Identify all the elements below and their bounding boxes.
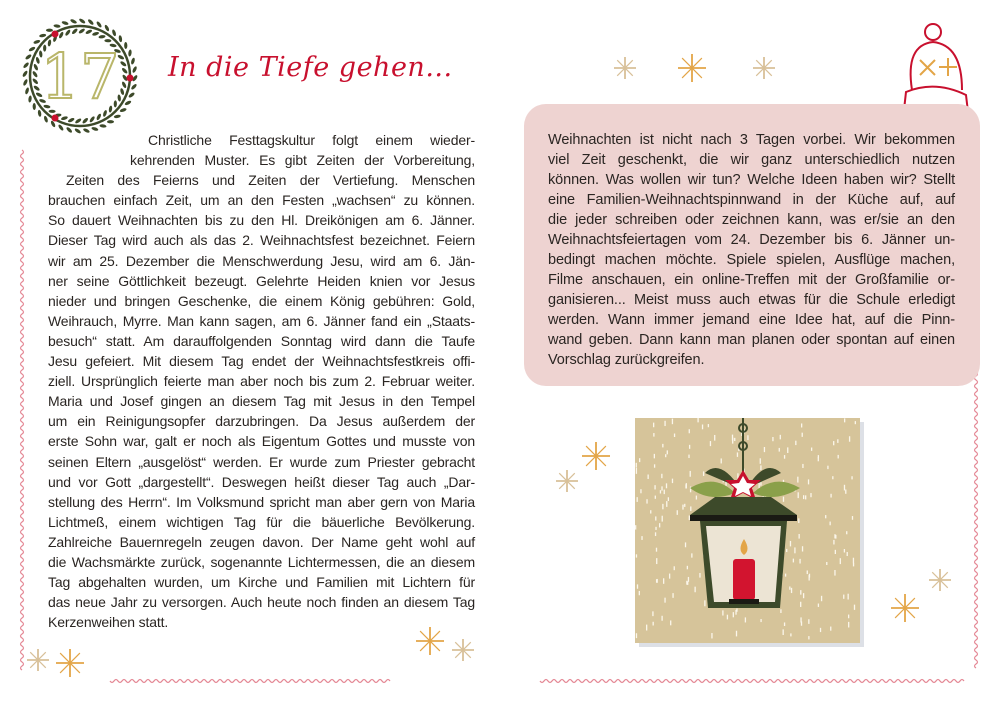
snow-dash xyxy=(790,633,791,636)
text-line: eine Familien-Weihnachtspinnwand in der Küche auf, auf xyxy=(548,192,955,208)
snow-dash xyxy=(794,547,795,553)
star-icon xyxy=(614,57,636,79)
snow-dash xyxy=(764,447,765,452)
snow-dash xyxy=(798,492,799,498)
snow-dash xyxy=(736,608,737,611)
snow-dash xyxy=(636,554,637,557)
snow-dash xyxy=(667,450,668,454)
text-line: brauchen einfach Zeit, um an den Festen „wachsen“ zu können. xyxy=(48,192,475,209)
wreath-leaf xyxy=(82,117,89,124)
text-line: Dieser Tag wird auch als das 2. Weihnachtsfest bezeichnet. Feiern xyxy=(48,232,475,249)
wreath-leaf xyxy=(120,88,125,96)
snow-dash xyxy=(684,504,685,507)
snow-dash xyxy=(838,455,839,459)
text-line: Weihnachten ist nicht nach 3 Tagen vorbei. Wir bekommen xyxy=(548,132,955,148)
snow-dash xyxy=(685,484,686,488)
snow-dash xyxy=(687,566,688,569)
chapter-title: In die Tiefe gehen... xyxy=(168,52,453,83)
wreath-leaf xyxy=(92,31,100,36)
snow-dash xyxy=(844,418,845,422)
wreath-leaf xyxy=(25,87,30,95)
snow-dash xyxy=(811,448,812,451)
wreath-berry xyxy=(52,31,59,38)
snow-dash xyxy=(710,441,711,446)
wreath-leaf xyxy=(130,57,135,65)
wreath-leaf xyxy=(67,117,75,123)
snow-dash xyxy=(689,445,690,449)
snow-dash xyxy=(702,424,703,429)
wreath-berry xyxy=(52,115,59,122)
snow-dash xyxy=(721,458,722,463)
text-line: Lichtmeß, einem wichtigen Tag für die bäuerliche Bevölkerung. xyxy=(48,513,475,530)
wreath-leaf xyxy=(61,116,69,121)
snow-dash xyxy=(666,501,667,507)
snow-dash xyxy=(786,549,787,552)
snow-dash xyxy=(734,438,735,441)
wreath-leaf xyxy=(58,31,64,39)
snow-dash xyxy=(801,423,802,427)
text-line: kehrenden Muster. Es gibt Zeiten der Vorbereitung, xyxy=(130,152,475,169)
snow-dash xyxy=(662,444,663,448)
snow-dash xyxy=(800,590,801,595)
snow-dash xyxy=(818,604,819,607)
snow-dash xyxy=(830,494,831,498)
snow-dash xyxy=(826,562,827,565)
snow-dash xyxy=(672,593,673,598)
wreath-leaf xyxy=(114,114,121,118)
snow-dash xyxy=(833,441,834,445)
text-line: Vorschlag zurückgreifen. xyxy=(548,352,705,368)
text-line: können. Was wollen wir tun? Welche Ideen haben wir? Stellt xyxy=(548,172,955,188)
wreath-leaf xyxy=(128,92,136,99)
snow-dash xyxy=(760,465,761,470)
wavy-border-bottom-right xyxy=(540,680,964,683)
wreath-berry xyxy=(127,75,134,82)
snow-dash xyxy=(760,458,761,464)
snow-dash xyxy=(779,448,780,452)
text-line: erste Sohn war, galt er noch als Eigentum Gottes und musste von xyxy=(48,433,475,450)
snow-dash xyxy=(661,616,662,621)
snow-dash xyxy=(808,636,809,639)
text-line: Jesu gefeiert. Mit diesem Tag endet der Weihnachtsfestkreis offi- xyxy=(48,353,475,370)
snow-dash xyxy=(835,535,836,539)
snow-dash xyxy=(830,627,831,631)
star-icon xyxy=(27,649,49,671)
snow-dash xyxy=(810,493,811,497)
snow-dash xyxy=(843,595,844,599)
text-line: das neue Jahr zu versorgen. Auch heute noch finden an diesem Tag xyxy=(48,594,475,611)
text-line: wand geben. Dann kann man planen oder spontan auf einen xyxy=(548,332,955,348)
snow-dash xyxy=(637,497,638,502)
snow-dash xyxy=(825,515,826,518)
snow-dash xyxy=(803,593,804,598)
text-line: Tag abgehalten wurden, um Kirche und Familien mit Lichtern für xyxy=(48,574,475,591)
snow-dash xyxy=(685,542,686,547)
snow-dash xyxy=(654,454,655,458)
wreath-leaf xyxy=(96,113,102,121)
text-line: seinen Eltern „ausgelöst“ werden. Er wurde zum Priester gebracht xyxy=(48,453,475,470)
snow-dash xyxy=(852,516,853,520)
snow-dash xyxy=(657,579,658,583)
snow-dash xyxy=(655,527,656,530)
snow-dash xyxy=(686,581,687,585)
snow-dash xyxy=(785,574,786,577)
snow-dash xyxy=(854,605,855,610)
snow-dash xyxy=(855,421,856,424)
snow-dash xyxy=(847,552,848,556)
snow-dash xyxy=(662,516,663,522)
snow-dash xyxy=(795,441,796,445)
wreath-leaf xyxy=(71,28,78,35)
snow-dash xyxy=(664,490,665,495)
snow-dash xyxy=(656,548,657,552)
snow-dash xyxy=(784,622,785,626)
text-line: So dauert Weihnachten bis zu den Hl. Dreikönigen am 6. Jänner. xyxy=(48,212,475,229)
snow-dash xyxy=(793,559,794,563)
text-line: Zahlreiche Bauernregeln zeugen davon. Der Name geht wohl auf xyxy=(48,533,475,550)
snow-dash xyxy=(660,490,661,493)
text-line: und vor Gott „dargestellt“. Deswegen heißt dieser Tag auch „Dar- xyxy=(48,473,475,490)
wreath-leaf xyxy=(120,60,128,67)
snow-dash xyxy=(848,594,849,600)
wreath-leaf xyxy=(121,81,127,89)
text-line: Weihnachtsfeiertagen vom 24. Dezember bis 6. Jänner un- xyxy=(548,232,955,248)
text-line: werden. Wann immer jemand eine Idee hat, auf die Pinn- xyxy=(548,312,955,328)
wreath-leaf xyxy=(85,29,93,35)
snow-dash xyxy=(787,447,788,453)
snow-dash xyxy=(635,525,636,529)
snow-dash xyxy=(805,495,806,499)
snow-dash xyxy=(659,523,660,527)
snow-dash xyxy=(714,435,715,441)
snow-dash xyxy=(791,588,792,593)
star-icon xyxy=(929,569,951,591)
snow-dash xyxy=(646,499,647,503)
snow-dash xyxy=(674,434,675,437)
snow-dash xyxy=(834,570,835,576)
snow-dash xyxy=(827,466,828,469)
snow-dash xyxy=(664,598,665,603)
snow-dash xyxy=(711,633,712,638)
wreath-leaf xyxy=(33,85,41,92)
snow-dash xyxy=(818,457,819,461)
snow-dash xyxy=(655,532,656,536)
snow-dash xyxy=(798,534,799,539)
snow-dash xyxy=(653,622,654,626)
wreath-leaf xyxy=(111,29,116,37)
snow-dash xyxy=(837,439,838,443)
wreath-leaf xyxy=(132,66,138,74)
snow-dash xyxy=(694,587,695,593)
snow-dash xyxy=(849,436,850,441)
wreath-leaf xyxy=(70,18,78,24)
wreath-leaf xyxy=(22,79,28,87)
snow-dash xyxy=(636,463,637,468)
snow-dash xyxy=(653,433,654,437)
wreath-leaf xyxy=(89,116,96,124)
wreath-leaf xyxy=(87,18,94,25)
snow-dash xyxy=(844,485,845,491)
text-line: Zeiten des Feierns und Zeiten der Vertiefung. Menschen xyxy=(66,172,475,189)
snow-dash xyxy=(672,479,673,483)
text-line: ner seine Göttlichkeit bezeugt. Gelehrte Heiden knien vor Jesus xyxy=(48,272,475,289)
snow-dash xyxy=(650,510,651,513)
wreath-leaf xyxy=(78,28,86,35)
star-icon xyxy=(678,54,706,82)
star-icon xyxy=(56,649,84,677)
snow-dash xyxy=(655,496,656,499)
snow-dash xyxy=(780,609,781,613)
snow-dash xyxy=(845,489,846,493)
snow-dash xyxy=(733,612,734,617)
star-icon xyxy=(556,470,578,492)
snow-dash xyxy=(747,435,748,440)
star-icon xyxy=(582,442,610,470)
snow-dash xyxy=(783,629,784,635)
snow-dash xyxy=(760,619,761,622)
snow-dash xyxy=(639,458,640,462)
snow-dash xyxy=(820,628,821,632)
wreath-leaf xyxy=(64,29,71,37)
snow-dash xyxy=(783,497,784,502)
snow-dash xyxy=(636,633,637,638)
snow-dash xyxy=(688,455,689,458)
text-line: Christliche Festtagskultur folgt einem wieder- xyxy=(148,132,475,148)
snow-dash xyxy=(784,455,785,459)
text-line: die jeder schreiben oder zeichnen kann, was er/sie an den xyxy=(548,212,955,228)
snow-dash xyxy=(809,575,810,581)
wreath-leaf xyxy=(124,42,127,49)
snow-dash xyxy=(689,516,690,521)
wreath-leaf xyxy=(22,62,29,69)
snow-dash xyxy=(703,471,704,476)
wreath-leaf xyxy=(43,115,48,123)
snow-dash xyxy=(732,435,733,441)
wreath-leaf xyxy=(130,83,137,90)
snow-dash xyxy=(666,483,667,488)
snow-dash xyxy=(851,476,852,479)
snow-dash xyxy=(790,541,791,546)
snow-dash xyxy=(690,506,691,511)
wreath-leaf xyxy=(98,35,105,39)
snow-dash xyxy=(722,610,723,615)
snow-dash xyxy=(737,452,738,456)
snow-dash xyxy=(789,586,790,589)
snow-dash xyxy=(800,602,801,607)
snow-dash xyxy=(682,505,683,510)
snow-dash xyxy=(833,540,834,545)
snow-dash xyxy=(672,419,673,425)
snow-dash xyxy=(830,522,831,526)
text-line: bedingt machen möchte. Spiele spielen, Ausflüge machen, xyxy=(548,252,955,268)
snow-dash xyxy=(802,464,803,468)
star-icon xyxy=(452,639,474,661)
snow-dash xyxy=(663,578,664,584)
wreath-leaf xyxy=(104,24,110,32)
text-line: ganisieren... Meist muss auch etwas für die Schule erledigt xyxy=(548,292,955,308)
wreath-leaf xyxy=(74,118,82,125)
star-icon xyxy=(891,594,919,622)
text-line: Filme anschauen, ein online-Treffen mit der Großfamilie or- xyxy=(548,272,955,288)
snow-dash xyxy=(670,620,671,625)
snow-dash xyxy=(853,558,854,563)
text-line: besuch“ statt. Am darauffolgenden Sonntag wird dann die Taufe xyxy=(48,332,475,349)
wreath-leaf xyxy=(124,100,132,106)
wreath-leaf xyxy=(33,103,36,110)
star-icon xyxy=(753,57,775,79)
wreath-leaf xyxy=(22,70,29,78)
snow-dash xyxy=(844,549,845,552)
wreath-leaf xyxy=(99,124,106,128)
snow-dash xyxy=(821,596,822,601)
wavy-border-bottom-left xyxy=(110,680,390,683)
snow-dash xyxy=(800,617,801,622)
snow-dash xyxy=(798,518,799,523)
snow-dash xyxy=(654,485,655,489)
wreath-leaf xyxy=(32,70,39,78)
snow-dash xyxy=(665,454,666,457)
snow-dash xyxy=(690,471,691,477)
snow-dash xyxy=(653,423,654,428)
snow-dash xyxy=(654,464,655,467)
snow-dash xyxy=(674,566,675,570)
snow-dash xyxy=(677,510,678,515)
text-line: die Wachsmärkte zurück, sogenannte Lichtermessen, die an diesem xyxy=(48,553,475,570)
snow-dash xyxy=(661,474,662,478)
text-line: viel Zeit geschenkt, die wir ganz unterschiedlich nutzen xyxy=(548,152,955,168)
wreath-leaf xyxy=(46,29,53,32)
snow-dash xyxy=(727,615,728,620)
wreath-leaf xyxy=(25,54,33,61)
wavy-border-left xyxy=(21,150,24,670)
snow-dash xyxy=(664,421,665,426)
snow-dash xyxy=(772,437,773,441)
wreath-leaf xyxy=(119,107,127,112)
snow-dash xyxy=(835,550,836,554)
snow-dash xyxy=(636,468,637,474)
wreath-leaf xyxy=(78,18,86,25)
snow-dash xyxy=(656,558,657,564)
wreath-leaf xyxy=(128,49,132,56)
wreath-leaf xyxy=(28,46,36,52)
snow-dash xyxy=(760,482,761,485)
info-box-text xyxy=(548,130,955,370)
snow-dash xyxy=(802,433,803,437)
snow-dash xyxy=(736,631,737,637)
snow-dash xyxy=(808,619,809,624)
snow-dash xyxy=(799,559,800,564)
wreath-leaf xyxy=(121,67,128,74)
snow-dash xyxy=(661,486,662,490)
snow-dash xyxy=(704,600,705,606)
snow-dash xyxy=(689,429,690,433)
snow-dash xyxy=(832,476,833,479)
wreath-leaf xyxy=(33,39,41,44)
snow-dash xyxy=(691,553,692,557)
wreath-leaf xyxy=(53,24,60,28)
wreath-leaf xyxy=(96,21,103,29)
snow-dash xyxy=(803,495,804,499)
wreath-leaf xyxy=(32,78,39,85)
text-line: nieder und bringen Geschenke, die einem König gebühren: Gold, xyxy=(48,292,475,309)
snow-dash xyxy=(647,474,648,478)
snow-dash xyxy=(802,546,803,551)
snow-dash xyxy=(652,611,653,616)
wreath-leaf xyxy=(107,120,114,123)
snow-dash xyxy=(640,489,641,493)
snow-dash xyxy=(759,483,760,488)
text-line: Weihrauch, Myrre. Man kann sagen, am 6. Jänner fand ein „Staats- xyxy=(48,312,475,329)
snow-dash xyxy=(848,615,849,619)
snow-dash xyxy=(662,504,663,509)
snow-dash xyxy=(639,591,640,595)
number-17-icon xyxy=(41,40,120,113)
snow-dash xyxy=(745,617,746,622)
snow-dash xyxy=(641,536,642,540)
text-line: wir am 25. Dezember die Menschwerdung Jesu, wird am 6. Jän- xyxy=(48,252,475,269)
text-line: um ein Reinigungsopfer darzubringen. Da Jesus außerdem der xyxy=(48,413,475,430)
wreath-leaf xyxy=(39,33,46,37)
wreath-leaf xyxy=(61,21,69,26)
snow-dash xyxy=(669,574,670,579)
snow-dash xyxy=(846,531,847,534)
snow-dash xyxy=(780,435,781,439)
svg-text:17: 17 xyxy=(40,40,120,113)
snow-dash xyxy=(688,577,689,582)
snow-dash xyxy=(797,477,798,483)
text-line: ziell. Ursprünglich feierte man aber noch bis zum 2. Februar weiter. xyxy=(48,373,475,390)
lantern-illustration xyxy=(635,418,864,647)
snow-dash xyxy=(848,622,849,628)
snow-dash xyxy=(853,563,854,566)
wreath-leaf xyxy=(33,63,39,71)
snow-dash xyxy=(699,573,700,578)
snow-dash xyxy=(668,497,669,501)
snow-dash xyxy=(637,584,638,588)
snow-dash xyxy=(808,479,809,484)
snow-dash xyxy=(646,625,647,631)
snow-dash xyxy=(697,418,698,422)
snow-dash xyxy=(807,570,808,574)
text-line: Kerzenweihen statt. xyxy=(48,614,169,631)
snow-dash xyxy=(708,424,709,427)
text-line: Maria und Josef gingen an diesem Tag mit Jesus in den Tempel xyxy=(48,393,475,410)
snow-dash xyxy=(840,558,841,564)
snow-dash xyxy=(696,496,697,500)
main-text xyxy=(48,130,475,632)
text-line: stellung des Herrn“. Im Volksmund spricht man aber gern von Maria xyxy=(48,493,475,510)
wreath-leaf xyxy=(28,95,32,102)
snow-dash xyxy=(655,516,656,520)
